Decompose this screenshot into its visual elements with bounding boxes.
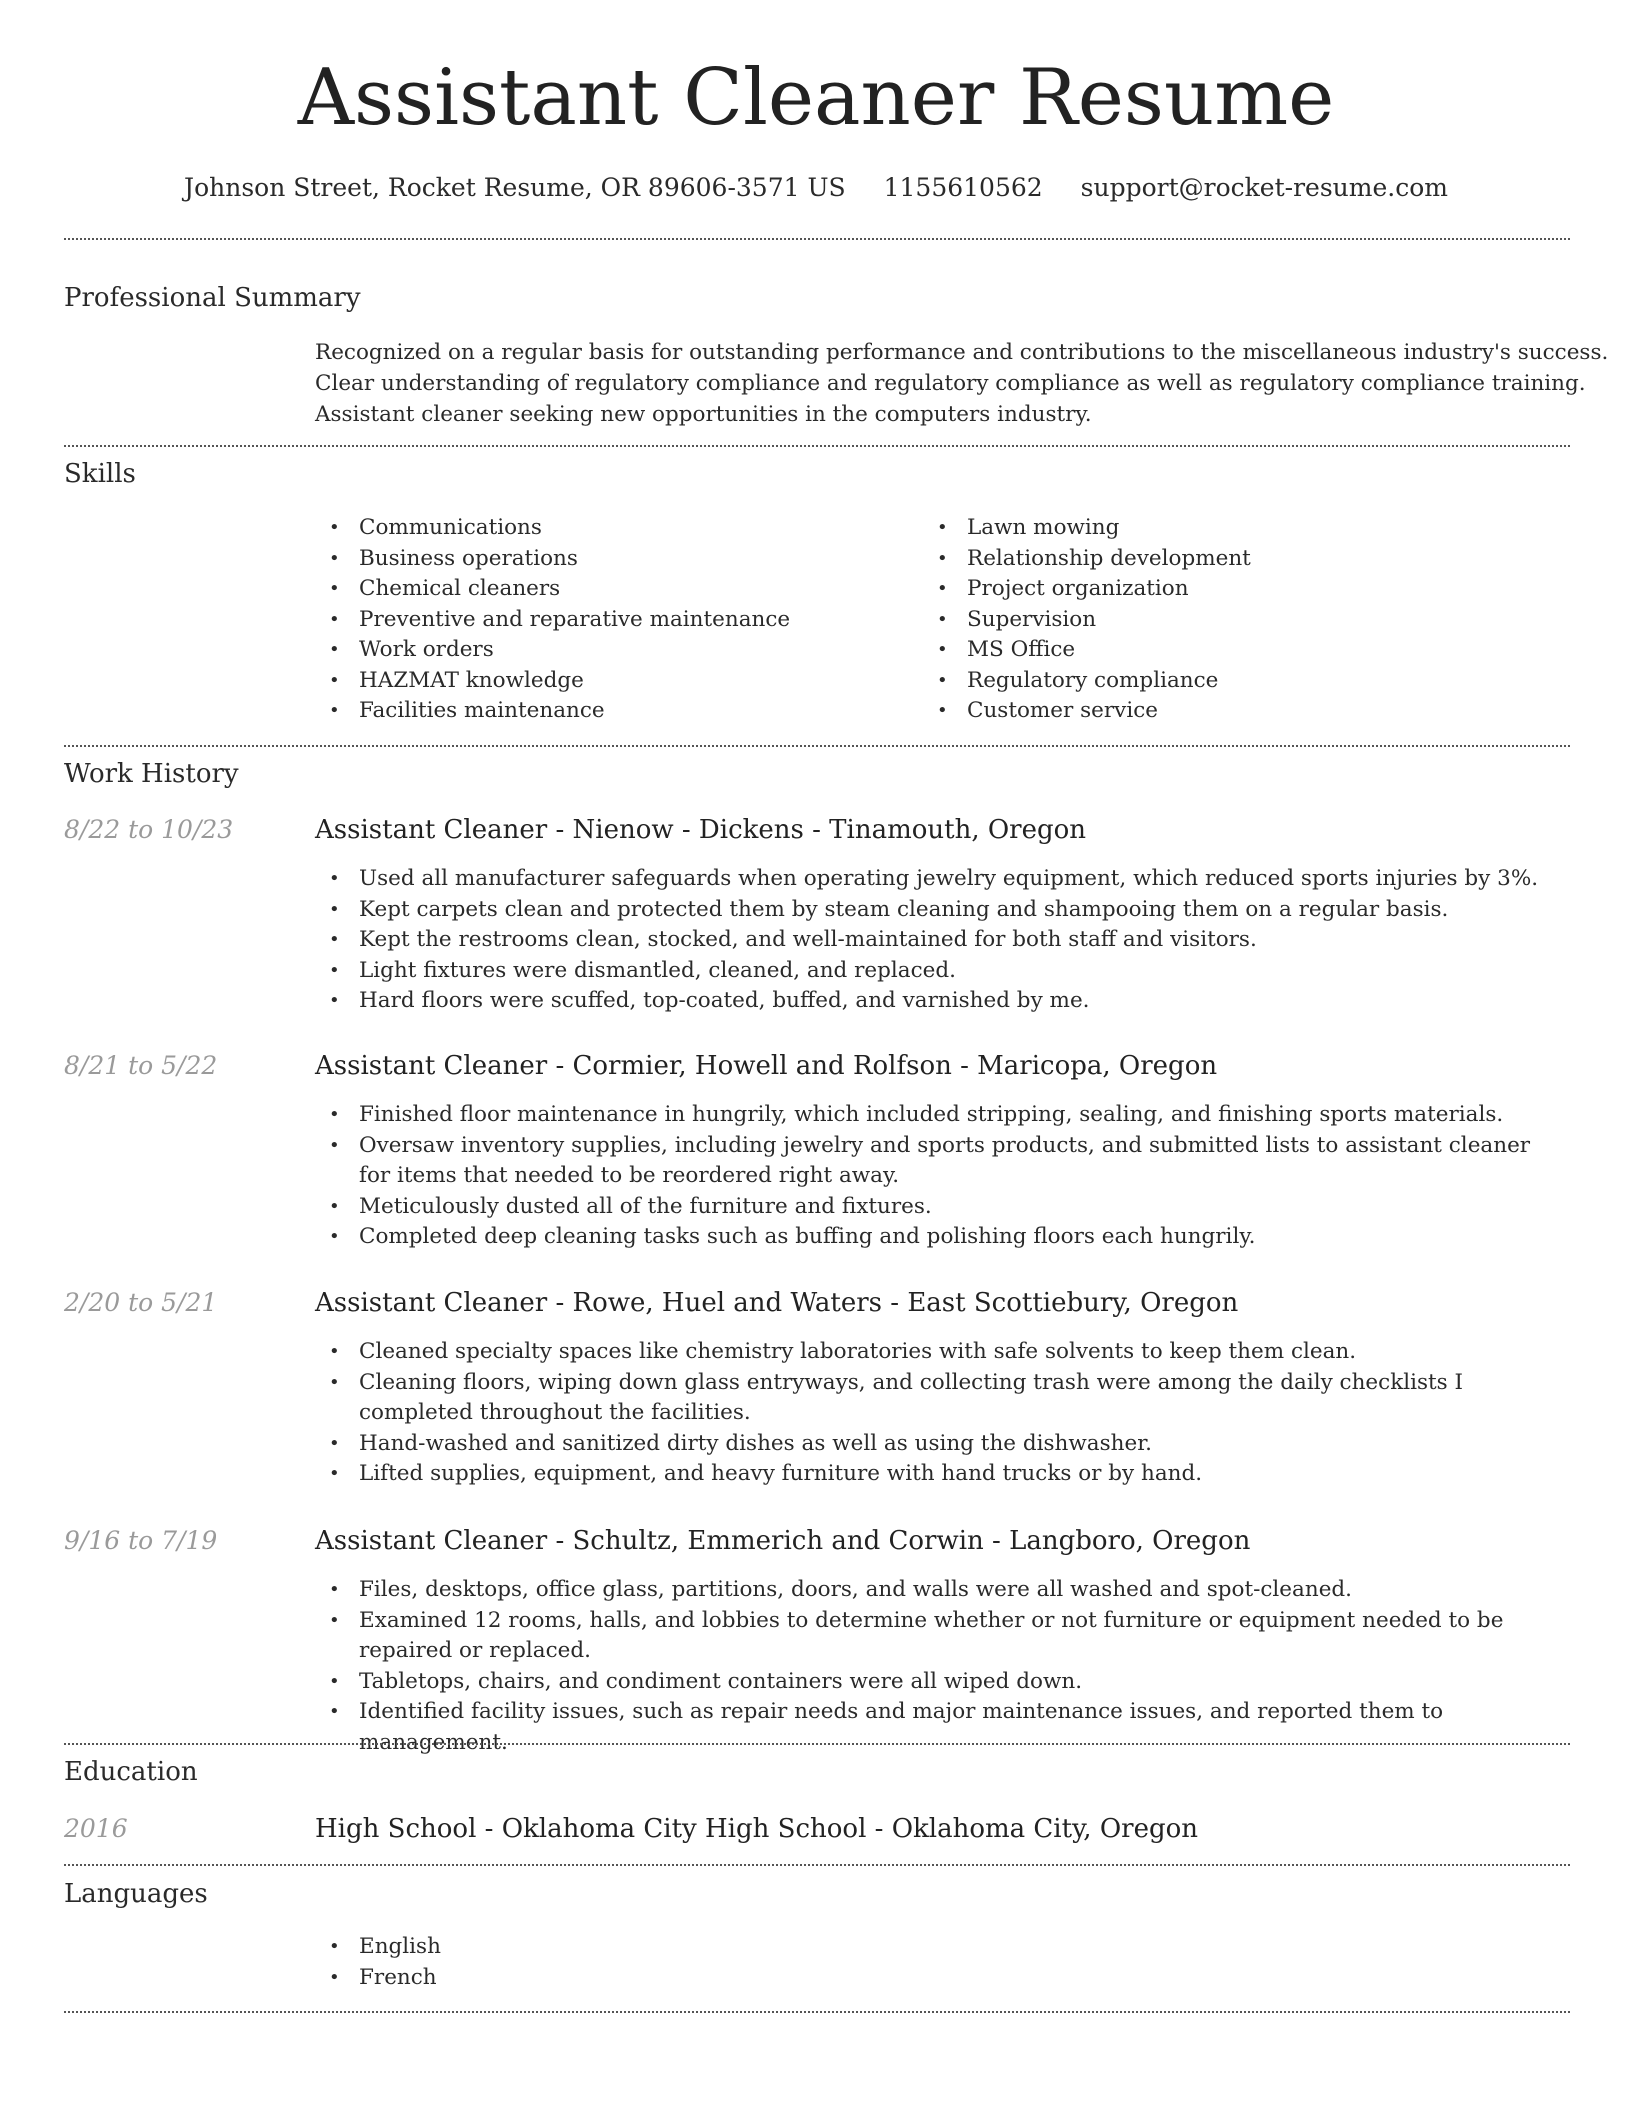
- skill-item: • Supervision: [923, 605, 1523, 636]
- duty-item: • Completed deep cleaning tasks such as buffing and polishing floors each hungrily.: [315, 1222, 1565, 1253]
- skill-item: • Relationship development: [923, 544, 1523, 575]
- duty-item: • Examined 12 rooms, halls, and lobbies to determine whether or not furniture or equipment needed to be repaired or replaced.: [315, 1606, 1565, 1667]
- education-heading: Education: [64, 1757, 198, 1787]
- duty-item: • Identified facility issues, such as repair needs and major maintenance issues, and reported them to management.: [315, 1697, 1565, 1758]
- job-title: Assistant Cleaner - Schultz, Emmerich and Corwin - Langboro, Oregon: [315, 1526, 1251, 1556]
- skill-item: • Facilities maintenance: [315, 696, 915, 727]
- skills-list-right: [923, 513, 1523, 727]
- summary-line: Recognized on a regular basis for outstanding performance and contributions to the miscellaneous industry's success.: [315, 340, 1609, 365]
- duty-item: • Hard floors were scuffed, top-coated, buffed, and varnished by me.: [315, 986, 1565, 1017]
- job-dates: 9/16 to 7/19: [64, 1526, 218, 1555]
- duty-item: • Oversaw inventory supplies, including jewelry and sports products, and submitted lists to assistant cleaner for items that needed to be reordered right away.: [315, 1131, 1565, 1192]
- section-divider: [64, 445, 1570, 447]
- skill-item: • Customer service: [923, 696, 1523, 727]
- section-divider: [64, 1743, 1570, 1745]
- job-duties: [315, 864, 1565, 1017]
- skill-item: • MS Office: [923, 635, 1523, 666]
- summary-heading: Professional Summary: [64, 283, 361, 313]
- skill-item: • Regulatory compliance: [923, 666, 1523, 697]
- summary-line: Clear understanding of regulatory compliance and regulatory compliance as well as regulatory compliance training.: [315, 371, 1586, 396]
- languages-list: [315, 1932, 915, 1993]
- work-history-heading: Work History: [64, 759, 239, 789]
- skill-item: • Work orders: [315, 635, 915, 666]
- job-dates: 2/20 to 5/21: [64, 1288, 218, 1317]
- skill-item: • Preventive and reparative maintenance: [315, 605, 915, 636]
- job-duties: [315, 1100, 1565, 1253]
- skills-list-left: [315, 513, 915, 727]
- skill-item: • Chemical cleaners: [315, 574, 915, 605]
- job-title: Assistant Cleaner - Rowe, Huel and Waters - East Scottiebury, Oregon: [315, 1288, 1239, 1318]
- job-dates: 8/21 to 5/22: [64, 1051, 218, 1080]
- resume-title: Assistant Cleaner Resume: [297, 53, 1335, 143]
- job-title: Assistant Cleaner - Nienow - Dickens - Tinamouth, Oregon: [315, 815, 1087, 845]
- duty-item: • Used all manufacturer safeguards when operating jewelry equipment, which reduced sports injuries by 3%.: [315, 864, 1565, 895]
- contact-email: support@rocket-resume.com: [1080, 173, 1448, 202]
- duty-item: • Cleaning floors, wiping down glass entryways, and collecting trash were among the daily checklists I completed throughout the facilities.: [315, 1368, 1565, 1429]
- duty-item: • Hand-washed and sanitized dirty dishes as well as using the dishwasher.: [315, 1429, 1565, 1460]
- skill-item: • Lawn mowing: [923, 513, 1523, 544]
- skill-item: • Communications: [315, 513, 915, 544]
- contact-line: [0, 168, 1632, 208]
- section-divider: [64, 1864, 1570, 1866]
- summary-line: Assistant cleaner seeking new opportunities in the computers industry.: [315, 402, 1092, 427]
- contact-phone: 1155610562: [883, 173, 1043, 202]
- duty-item: • Tabletops, chairs, and condiment containers were all wiped down.: [315, 1667, 1565, 1698]
- section-divider: [64, 238, 1570, 240]
- section-divider: [64, 745, 1570, 747]
- duty-item: • Lifted supplies, equipment, and heavy furniture with hand trucks or by hand.: [315, 1459, 1565, 1490]
- job-dates: 8/22 to 10/23: [64, 815, 234, 844]
- job-duties: [315, 1337, 1565, 1490]
- languages-heading: Languages: [64, 1879, 208, 1909]
- contact-address: Johnson Street, Rocket Resume, OR 89606-3571 US: [184, 173, 846, 202]
- language-item: • French: [315, 1963, 915, 1994]
- skill-item: • Project organization: [923, 574, 1523, 605]
- skill-item: • HAZMAT knowledge: [315, 666, 915, 697]
- education-entry: High School - Oklahoma City High School - Oklahoma City, Oregon: [315, 1814, 1199, 1844]
- skill-item: • Business operations: [315, 544, 915, 575]
- duty-item: • Kept the restrooms clean, stocked, and well-maintained for both staff and visitors.: [315, 925, 1565, 956]
- section-divider: [64, 2011, 1570, 2013]
- duty-item: • Files, desktops, office glass, partitions, doors, and walls were all washed and spot-cleaned.: [315, 1575, 1565, 1606]
- skills-heading: Skills: [64, 459, 136, 489]
- duty-item: • Light fixtures were dismantled, cleaned, and replaced.: [315, 956, 1565, 987]
- duty-item: • Cleaned specialty spaces like chemistry laboratories with safe solvents to keep them clean.: [315, 1337, 1565, 1368]
- language-item: • English: [315, 1932, 915, 1963]
- job-title: Assistant Cleaner - Cormier, Howell and Rolfson - Maricopa, Oregon: [315, 1051, 1218, 1081]
- duty-item: • Meticulously dusted all of the furniture and fixtures.: [315, 1192, 1565, 1223]
- duty-item: • Kept carpets clean and protected them by steam cleaning and shampooing them on a regular basis.: [315, 895, 1565, 926]
- job-duties: [315, 1575, 1565, 1758]
- summary-text: [315, 337, 1609, 430]
- education-year: 2016: [64, 1814, 128, 1843]
- duty-item: • Finished floor maintenance in hungrily, which included stripping, sealing, and finishing sports materials.: [315, 1100, 1565, 1131]
